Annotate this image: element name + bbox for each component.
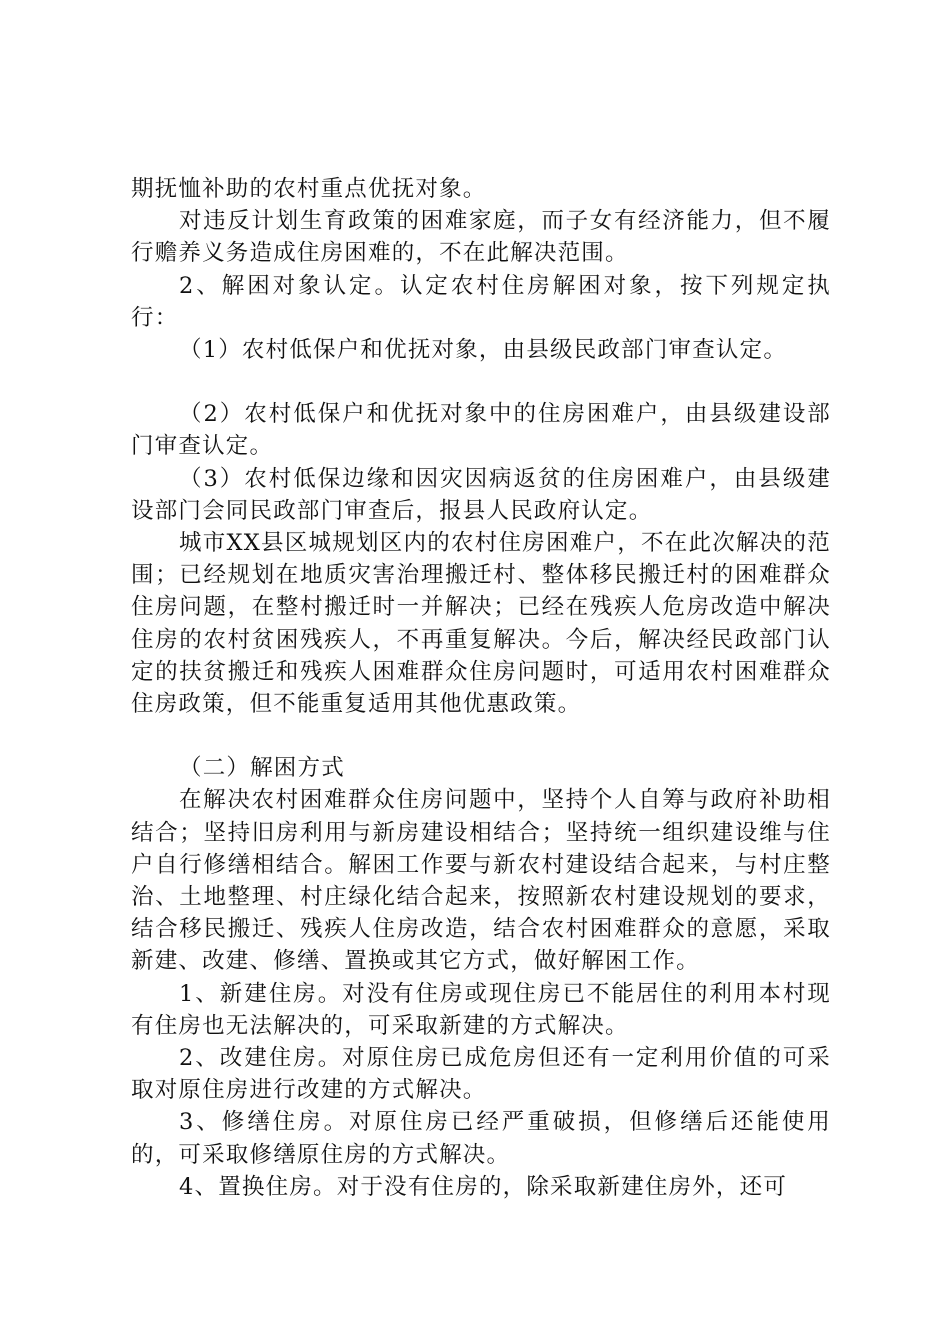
paragraph-8: 在解决农村困难群众住房问题中，坚持个人自筹与政府补助相结合；坚持旧房利用与新房建设相结合；坚持统一组织建设维与住户自行修缮相结合。解困工作要与新农村建设结合起来，与村庄整治、土地整理、村庄绿化结合起来，按照新农村建设规划的要求，结合移民搬迁、残疾人住房改造，结合农村困难群众的意愿，采取新建、改建、修缮、置换或其它方式，做好解困工作。 xyxy=(131,787,831,975)
paragraph-4: （1）农村低保户和优抚对象，由县级民政部门审查认定。 xyxy=(179,337,788,364)
paragraph-12: 4、置换住房。对于没有住房的，除采取新建住房外，还可 xyxy=(179,1173,788,1200)
paragraph-5: （2）农村低保户和优抚对象中的住房困难户，由县级建设部门审查认定。 xyxy=(131,401,831,460)
blank-line xyxy=(131,366,831,398)
paragraph-6: （3）农村低保边缘和因灾因病返贫的住房困难户，由县级建设部门会同民政部门审查后，报县人民政府认定。 xyxy=(131,465,831,524)
document-body xyxy=(131,173,831,1203)
paragraph-1: 期抚恤补助的农村重点优抚对象。 xyxy=(131,176,487,202)
paragraph-2: 对违反计划生育政策的困难家庭，而子女有经济能力，但不履行赡养义务造成住房困难的，不在此解决范围。 xyxy=(131,208,831,267)
paragraph-9: 1、新建住房。对没有住房或现住房已不能居住的利用本村现有住房也无法解决的，可采取新建的方式解决。 xyxy=(131,980,831,1039)
section-heading: （二）解困方式 xyxy=(179,755,345,782)
paragraph-10: 2、改建住房。对原住房已成危房但还有一定利用价值的可采取对原住房进行改建的方式解决。 xyxy=(131,1045,831,1104)
paragraph-7: 城市XX县区城规划区内的农村住房困难户，不在此次解决的范围；已经规划在地质灾害治理搬迁村、整体移民搬迁村的困难群众住房问题，在整村搬迁时一并解决；已经在残疾人危房改造中解决住房的农村贫困残疾人，不再重复解决。今后，解决经民政部门认定的扶贫搬迁和残疾人困难群众住房问题时，可适用农村困难群众住房政策，但不能重复适用其他优惠政策。 xyxy=(131,530,831,718)
paragraph-3: 2、解困对象认定。认定农村住房解困对象，按下列规定执行： xyxy=(131,272,831,331)
paragraph-11: 3、修缮住房。对原住房已经严重破损，但修缮后还能使用的，可采取修缮原住房的方式解决。 xyxy=(131,1109,831,1168)
blank-line xyxy=(131,720,831,752)
